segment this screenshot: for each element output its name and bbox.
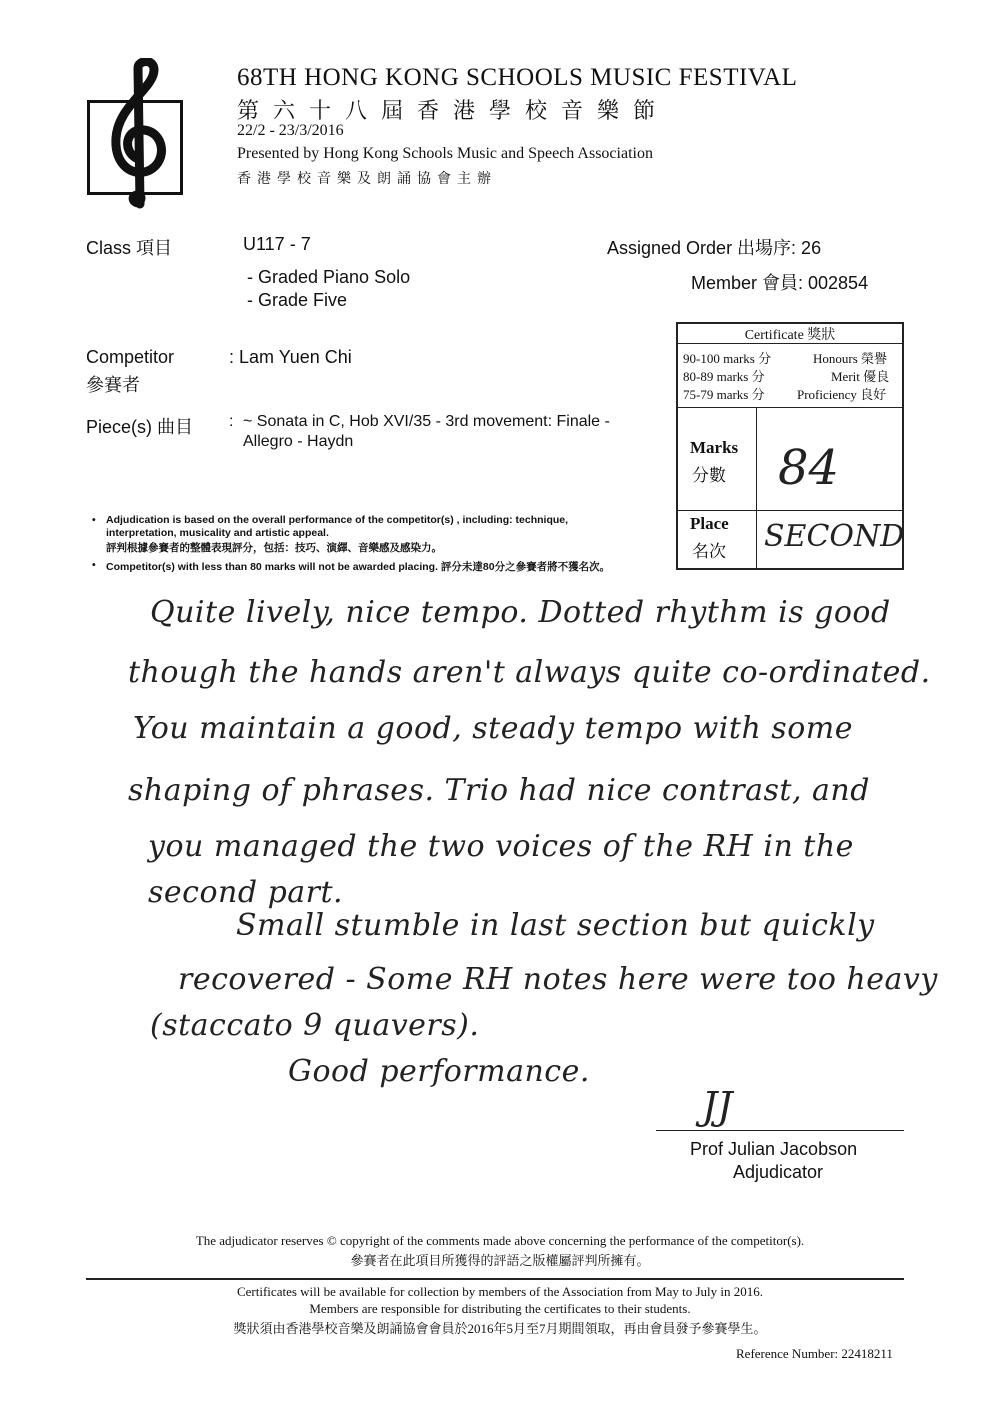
festival-dates: 22/2 - 23/3/2016 [237,122,344,139]
note-adjudication-cont: interpretation, musicality and artistic appeal. [106,527,329,539]
piece-title-cont: Allegro - Haydn [243,433,354,450]
note-adjudication-zh: 評判根據參賽者的整體表現評分，包括：技巧、演繹、音樂感及感染力。 [106,542,442,554]
class-code: U117 - 7 [243,234,311,254]
treble-clef-icon [98,58,178,218]
comment-line: shaping of phrases. Trio had nice contrast, and [128,773,870,808]
comment-line: Good performance. [288,1054,590,1089]
competitor-label-zh: 參賽者 [86,375,140,395]
comment-line: you managed the two voices of the RH in the [148,829,854,864]
adjudicator-title: Adjudicator [733,1162,824,1182]
note-adjudication: Adjudication is based on the overall performance of the competitor(s) , including: technique, [106,514,569,526]
comment-line: You maintain a good, steady tempo with some [133,711,853,746]
class-description: - Graded Piano Solo [247,267,411,287]
assigned-order: Assigned Order 出場序: 26 [607,238,822,258]
comment-line: though the hands aren't always quite co-ordinated. [128,655,931,690]
comment-line: Quite lively, nice tempo. Dotted rhythm is good [150,595,891,630]
certificate-collection-notice: Certificates will be available for collection by members of the Association from May to July in 2016. [236,1284,763,1299]
certificate-notice-zh: 獎狀須由香港學校音樂及朗誦協會會員於2016年5月至7月期間領取，再由會員發予參賽學生。 [233,1321,767,1336]
presenter-line-zh: 香港學校音樂及朗誦協會主辦 [237,172,497,187]
cert-range-honours: 90-100 marks 分 [683,351,772,366]
pieces-colon: : [229,413,234,430]
comment-line: second part. [148,875,344,910]
note-bullet-2: • [92,559,96,571]
cert-award-merit: Merit 優良 [831,369,890,384]
class-grade: - Grade Five [247,290,348,310]
cert-range-proficiency: 75-79 marks 分 [683,387,765,402]
piece-title: ~ Sonata in C, Hob XVI/35 - 3rd movement: Finale - [243,413,610,430]
signature-line [656,1130,904,1131]
certificate-distribution-notice: Members are responsible for distributing the certificates to their students. [309,1301,691,1316]
place-label: Place [690,514,729,533]
competitor-label: Competitor [86,347,175,367]
cert-award-honours: Honours 榮譽 [813,351,888,366]
footer-divider [86,1278,904,1280]
place-value: SECOND [764,519,905,554]
marks-label: Marks [690,438,739,457]
comment-line: recovered - Some RH notes here were too heavy [178,962,938,997]
class-label: Class 項目 [86,238,173,258]
cert-award-proficiency: Proficiency 良好 [797,387,887,402]
comment-line: Small stumble in last section but quickly [236,908,875,943]
competitor-name: : Lam Yuen Chi [229,347,352,367]
member-number: Member 會員: 002854 [691,273,869,293]
adjudicator-name: Prof Julian Jacobson [690,1139,858,1159]
comment-line: (staccato 9 quavers). [150,1008,480,1043]
marks-value: 84 [778,440,840,496]
festival-title: 68TH HONG KONG SCHOOLS MUSIC FESTIVAL [237,64,798,91]
presenter-line: Presented by Hong Kong Schools Music and Speech Association [237,145,653,162]
place-label-zh: 名次 [692,542,726,561]
reference-number: Reference Number: 22418211 [736,1346,893,1361]
note-bullet-1: • [92,514,96,526]
festival-title-zh: 第六十八屆香港學校音樂節 [237,98,670,123]
copyright-notice: The adjudicator reserves © copyright of the comments made above concerning the performance of the competitor(s). [195,1233,805,1248]
adjudicator-signature: JJ [702,1084,733,1128]
cert-range-merit: 80-89 marks 分 [683,369,765,384]
note-placing: Competitor(s) with less than 80 marks will not be awarded placing. 評分未達80分之參賽者將不獲名次。 [106,561,611,573]
pieces-label: Piece(s) 曲目 [86,417,194,437]
copyright-notice-zh: 參賽者在此項目所獲得的評語之版權屬評判所擁有。 [350,1253,650,1268]
certificate-title: Certificate 獎狀 [744,328,836,343]
marks-label-zh: 分數 [692,466,726,485]
